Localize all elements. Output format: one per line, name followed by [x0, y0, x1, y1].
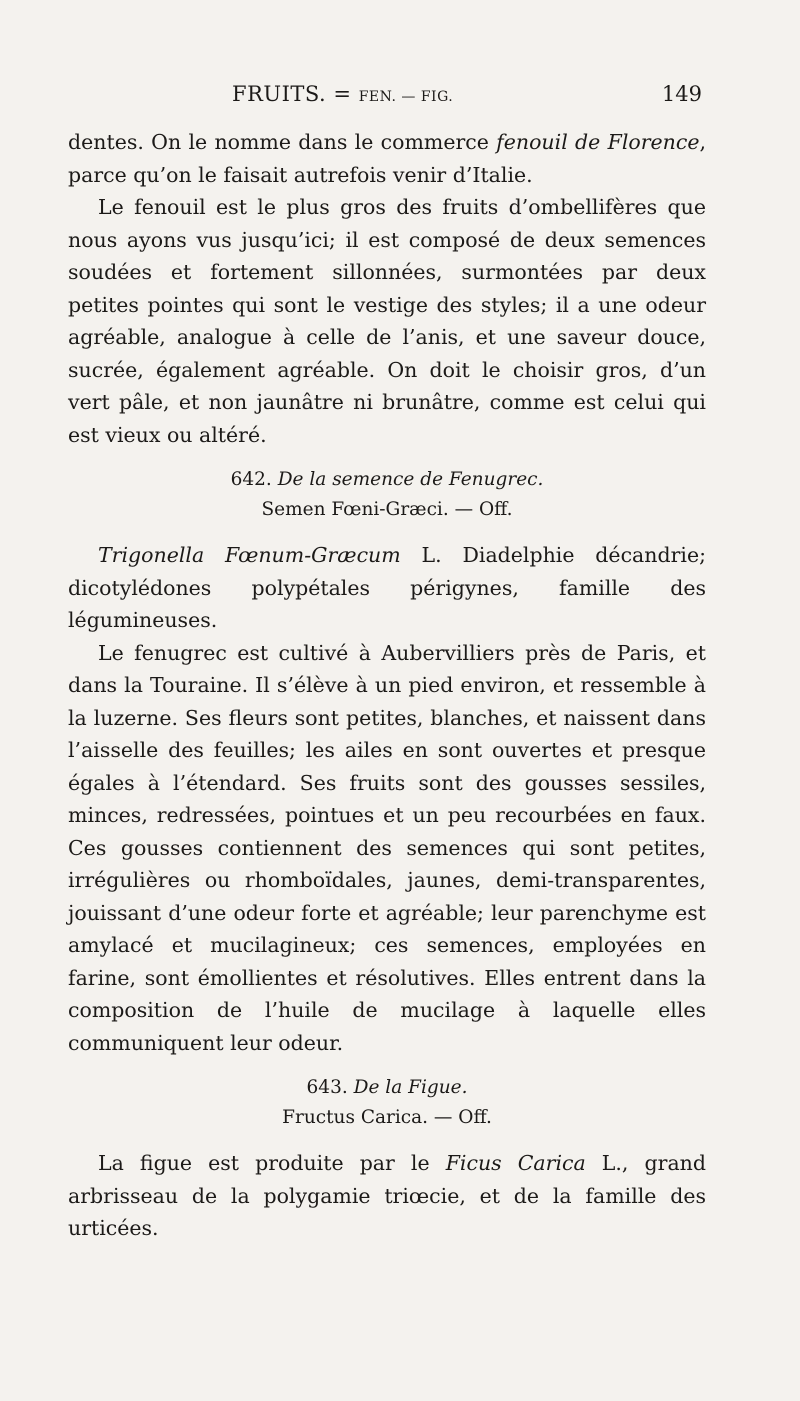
section-subtitle-643: Fructus Carica. — Off.	[282, 1107, 492, 1128]
paragraph-continued: dentes. On le nomme dans le commerce fenouil de Florence, parce qu’on le faisait autrefois venir d’Italie.	[68, 130, 706, 187]
running-title: FRUITS. = FEN. — FIG.	[232, 82, 454, 106]
paragraph-trigonella: Trigonella Fœnum-Græcum L. Diadelphie décandrie; dicotylédones polypétales périgynes, famille des légumineuses.	[68, 543, 706, 632]
page-header	[232, 82, 702, 114]
body-text	[68, 126, 706, 1245]
section-subtitle-642: Semen Fœni-Græci. — Off.	[261, 499, 513, 520]
paragraph-fenugrec: Le fenugrec est cultivé à Aubervilliers près de Paris, et dans la Touraine. Il s’élève à un pied environ, et ressemble à la luzerne. Ses fleurs sont petites, blanches, et naissent dans l’aisselle des feuilles; les ailes en sont ouvertes et presque égales à l’étendard. Ses fruits sont des gousses sessiles, minces, redressées, pointues et un peu recourbées en faux. Ces gousses contiennent des semences qui sont petites, irrégulières ou rhomboïdales, jaunes, demi-transparentes, jouissant d’une odeur forte et agréable; leur parenchyme est amylacé et mucilagineux; ces semences, employées en farine, sont émollientes et résolutives. Elles entrent dans la composition de l’huile de mucilage à laquelle elles communiquent leur odeur.	[68, 640, 706, 1055]
section-heading-643: 643. De la Figue.	[306, 1077, 468, 1098]
page-number: 149	[661, 82, 702, 106]
paragraph-fenouil: Le fenouil est le plus gros des fruits d’ombellifères que nous ayons vus jusqu’ici; il est composé de deux semences soudées et fortement sillonnées, surmontées par deux petites pointes qui sont le vestige des styles; il a une odeur agréable, analogue à celle de l’anis, et une saveur douce, sucrée, également agréable. On doit le choisir gros, d’un vert pâle, et non jaunâtre ni brunâtre, comme est celui qui est vieux ou altéré.	[68, 195, 706, 447]
paragraph-figue: La figue est produite par le Ficus Carica L., grand arbrisseau de la polygamie triœcie, et de la famille des urticées.	[68, 1151, 706, 1240]
section-heading-642: 642. De la semence de Fenugrec.	[230, 469, 544, 490]
